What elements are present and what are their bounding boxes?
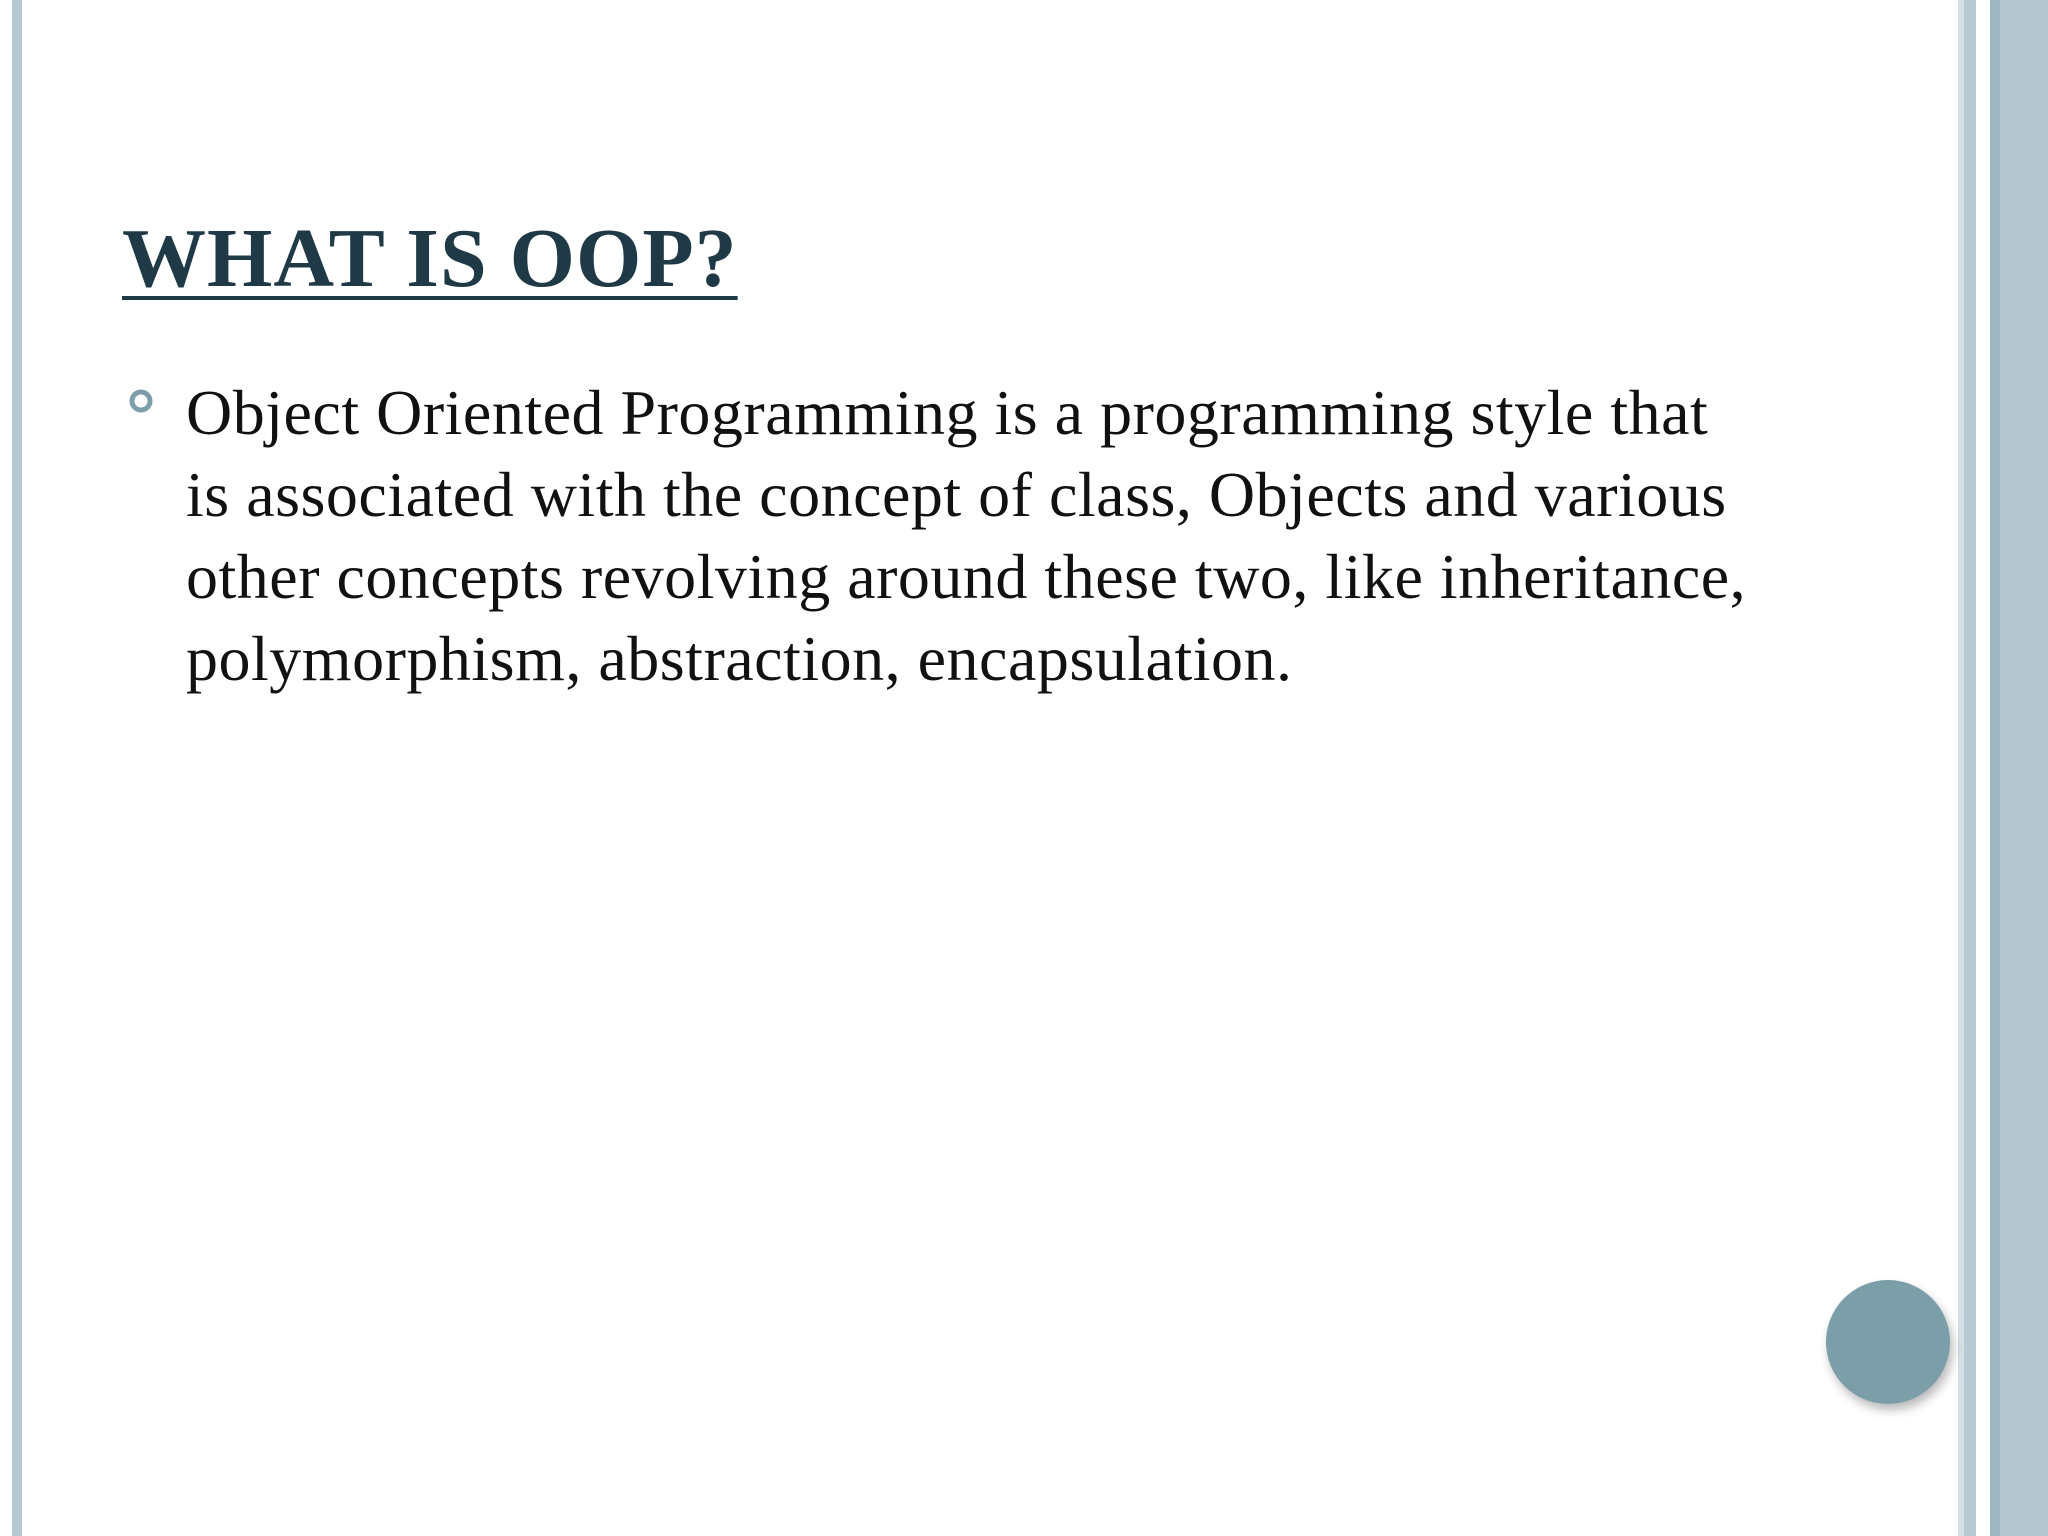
bullet-text: Object Oriented Programming is a programming style that is associated with the concept of class, Objects and various other concepts revolving around these two, like inheritance, polymorphism, abstraction, encapsulation. xyxy=(186,377,1747,694)
right-stripe xyxy=(1990,0,2000,1536)
left-border-stripe xyxy=(12,0,22,1536)
circle-icon xyxy=(1826,1280,1950,1404)
right-stripe xyxy=(1976,0,1990,1536)
right-decorative-stripes xyxy=(1958,0,2048,1536)
hollow-circle-icon xyxy=(128,388,154,414)
bullet-item xyxy=(122,372,1762,700)
right-stripe xyxy=(1964,0,1976,1536)
bullet-list xyxy=(122,372,1762,700)
slide-title: WHAT IS OOP? xyxy=(122,212,738,305)
right-stripe xyxy=(2000,0,2048,1536)
